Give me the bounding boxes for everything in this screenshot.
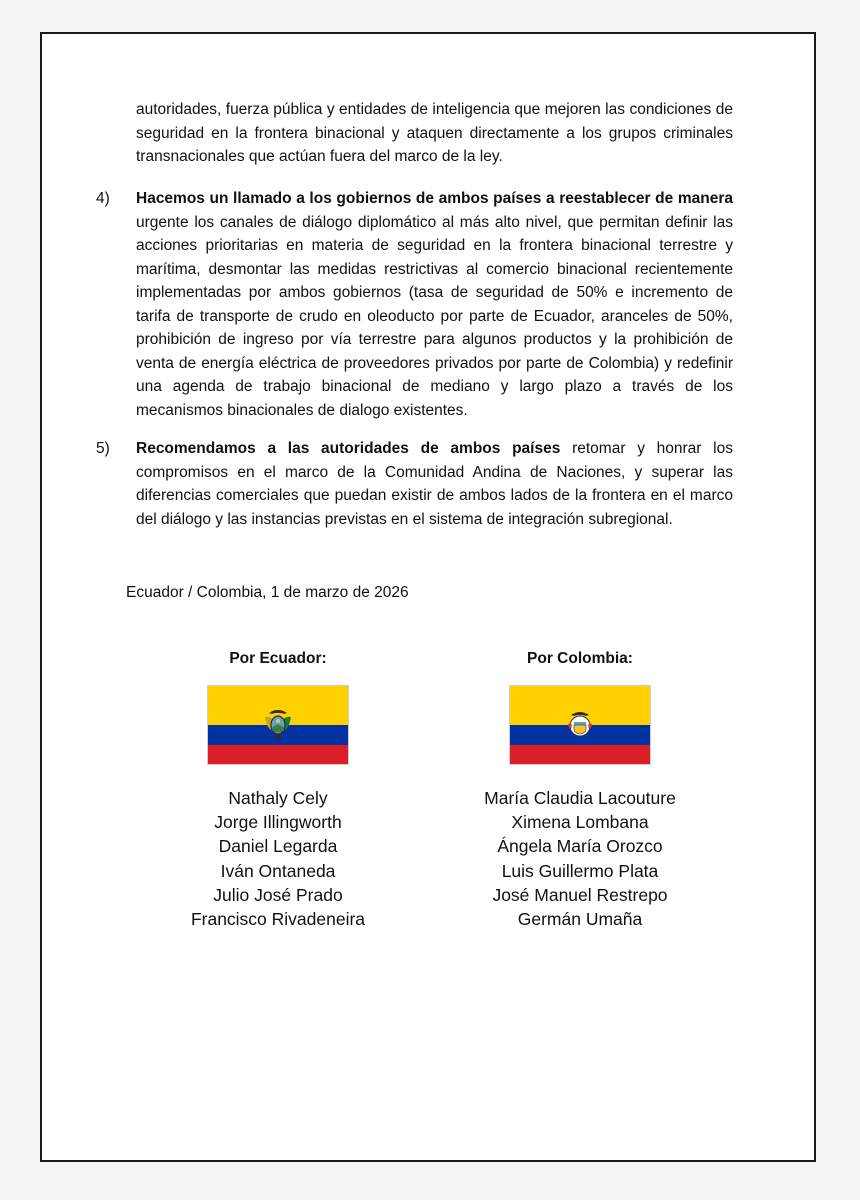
colombia-coat-of-arms-icon xyxy=(567,711,593,739)
signatory-name: Germán Umaña xyxy=(517,909,643,930)
signatory-name: Luis Guillermo Plata xyxy=(501,860,659,881)
ecuador-flag-icon xyxy=(208,686,348,764)
signatory-name: Julio José Prado xyxy=(213,884,343,905)
signatory-name: Jorge Illingworth xyxy=(214,812,342,833)
list-item-5 xyxy=(96,437,733,531)
ecuador-heading: Por Ecuador: xyxy=(229,650,327,667)
signatory-name: Iván Ontaneda xyxy=(220,860,336,881)
colombia-heading: Por Colombia: xyxy=(527,650,633,667)
paragraph-continued: autoridades, fuerza pública y entidades de inteligencia que mejoren las condiciones de seguridad en la frontera binacional y ataquen directamente a los grupos criminales transnacionales que actúan fuera del marco de la ley. xyxy=(136,101,733,165)
signatories-colombia xyxy=(450,648,710,931)
signatory-name: María Claudia Lacouture xyxy=(484,788,676,808)
list-number: 4) xyxy=(96,190,110,207)
list-item-4 xyxy=(96,187,733,422)
list-item-bold-text: Recomendamos a las autoridades de ambos países xyxy=(136,440,561,457)
ecuador-names-list xyxy=(148,786,408,931)
list-item-bold-text: Hacemos un llamado a los gobiernos de ambos países a reestablecer de manera xyxy=(136,190,733,207)
signatory-name: José Manuel Restrepo xyxy=(492,884,668,905)
colombia-flag-icon xyxy=(510,686,650,764)
list-number: 5) xyxy=(96,440,110,457)
signatory-name: Ximena Lombana xyxy=(511,812,649,833)
signatory-name: Francisco Rivadeneira xyxy=(190,909,366,930)
ecuador-coat-of-arms-icon xyxy=(263,708,293,742)
signatory-name: Nathaly Cely xyxy=(228,788,328,808)
signatories-ecuador xyxy=(148,648,408,931)
list-item-text: urgente los canales de diálogo diplomático al más alto nivel, que permitan definir las acciones prioritarias en materia de seguridad en la frontera binacional terrestre y marítima, desmontar las medidas restrictivas al comercio binacional recientemente implementadas por ambos gobiernos (tasa de seguridad de 50% e incremento de tarifa de transporte de crudo en oleoducto por parte de Ecuador, aranceles de 50%, prohibición de ingreso por vía terrestre para algunos productos y la prohibición de venta de energía eléctrica de proveedores privados por parte de Colombia) y redefinir una agenda de trabajo binacional de mediano y largo plazo a través de los mecanismos binacionales de dialogo existentes. xyxy=(136,213,733,419)
list-item-text: retomar y honrar los compromisos en el marco de la Comunidad Andina de Naciones, y superar las diferencias comerciales que puedan existir de ambos lados de la frontera en el marco del diálogo y las instancias previstas en el sistema de integración subregional. xyxy=(136,440,733,528)
date-line: Ecuador / Colombia, 1 de marzo de 2026 xyxy=(126,584,409,601)
colombia-names-list xyxy=(450,786,710,931)
signatory-name: Ángela María Orozco xyxy=(497,836,663,857)
signatory-name: Daniel Legarda xyxy=(218,836,338,857)
